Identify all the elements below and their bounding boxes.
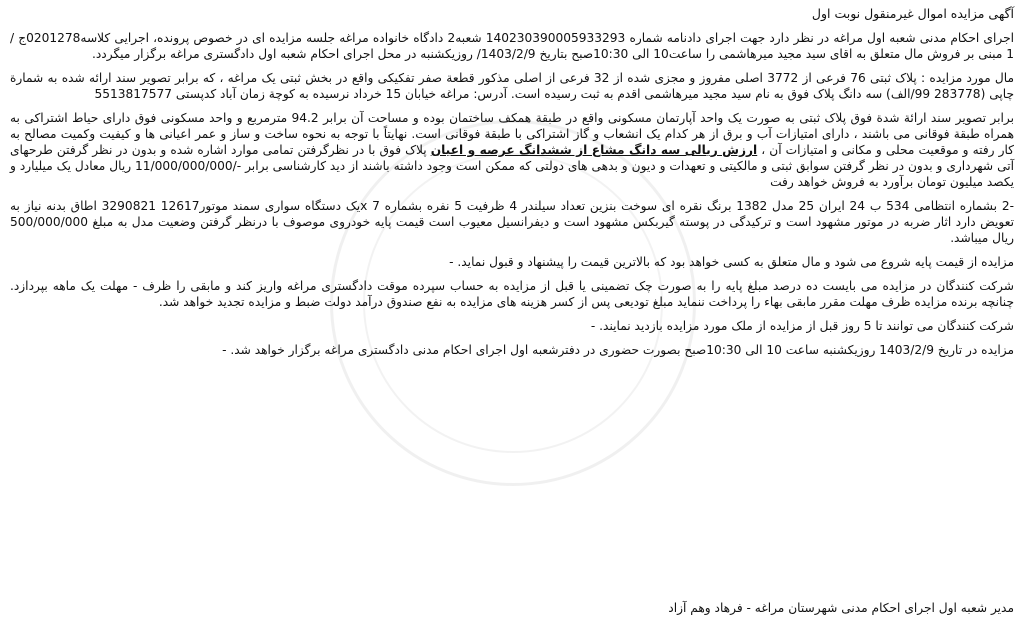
valuation-text-end: پلاک فوق با در نظرگرفتن تمامی موارد اشاره شده و بدون در نظر گرفتن طرحهای آتی شهرداری و بدون در نظر گرفتن سوابق ثبتی و مالکیتی و تعهدات و دیون و بدهی های دولتی که ممکن است وجود داشته باشند از دید کارشناسی برابر -/11/000/000/000 ریال معادل یک میلیارد و یکصد میلیون تومان برآورد به فروش خواهد رفت: [10, 143, 1015, 189]
signature-line: مدیر شعبه اول اجرای احکام مدنی شهرستان مراغه - فرهاد وهم آزاد: [668, 601, 1014, 615]
property-paragraph: مال مورد مزایده : پلاک ثبتی 76 فرعی از 3772 اصلی مفروز و مجزی شده از 32 فرعی از اصلی مذکور قطعة صفر تفکیکی واقع در بخش ثبتی یک مراغه ، که برابر تصویر سند ارائه شده به شمارة چاپی (283778 99/الف) سه دانگ پلاک فوق به نام سید مجید میرهاشمی اقدم به ثبت رسیده است. آدرس: مراغه خیابان 15 خرداد نرسیده به کوچة زمان آباد کدپستی 5513817577: [10, 71, 1014, 101]
valuation-text-start: برابر تصویر سند ارائة شدة فوق پلاک ثبتی به صورت یک واحد آپارتمان مسکونی واقع در طبقة همکف ساختمان بوده و مساحت آن برابر 94.2 مترمربع و واحد مسکونی فوق دارای حیاط اشتراکی به همراه طبقة فوقانی می باشند ، دارای امتیازات آب و برق از هر کدام یک انشعاب و گاز اشتراکی با طبقة فوقانی است. نهایتاً با توجه به نحوه ساخت و ساز و عمر اعیانی ها و کیفیت وکمیت مصالح به کار رفته و موقعیت محلی و مکانی و امتیازات آن ،: [10, 111, 1015, 157]
deposit-paragraph: شرکت کنندگان در مزایده می بایست ده درصد مبلغ پایه را به صورت چک تضمینی یا قبل از مزایده به حساب سپرده موقت دادگستری مراغه واریز کند و مابقی را ظرف - مهلت یک ماهه بپردازد. چنانچه برنده مزایده ظرف مهلت مقرر مابقی بهاء را پرداخت ننماید مبلغ تودیعی پس از کسر هزینه های مزایده به نفع صندوق درآمد دولت ضبط و مزایده تجدید خواهد شد.: [10, 279, 1014, 309]
vehicle-paragraph: -2 بشماره انتظامی 534 ب 24 ایران 25 مدل 1382 برنگ نقره ای سوخت بنزین تعداد سیلندر 4 ظرفیت 5 نفره بشماره 7 xیک دستگاه سواری سمند موتور12617 3290821 اطاق بدنه نیاز به تعویض دارد اثار ضربه در موتور مشهود است و ترکیدگی در پوسته گیربکس مشهود است و دیفرانسیل معیوب است قیمت پایه خودروی موصوف با درنظر گرفتن وضعیت مدل به مبلغ 500/000/000 ریال میباشد.: [10, 199, 1014, 245]
valuation-paragraph: [10, 110, 1014, 190]
notice-title: آگهی مزایده اموال غیرمنقول نوبت اول: [811, 6, 1014, 21]
valuation-bold-text: ارزش ریالی سه دانگ مشاع از ششدانگ عرصه و اعیان: [430, 143, 758, 157]
auction-date-paragraph: مزایده در تاریخ 1403/2/9 روزیکشنبه ساعت 10 الی 10:30صبح بصورت حضوری در دفترشعبه اول اجرای احکام مدنی دادگستری مراغه برگزار خواهد شد. -: [222, 343, 1014, 357]
auction-start-paragraph: مزایده از قیمت پایه شروع می شود و مال متعلق به کسی خواهد بود که بالاترین قیمت را پیشنهاد و قبول نماید. -: [449, 255, 1014, 269]
visit-paragraph: شرکت کنندگان می توانند تا 5 روز قبل از مزایده از ملک مورد مزایده بازدید نمایند. -: [590, 319, 1014, 333]
intro-paragraph: اجرای احکام مدنی شعبه اول مراغه در نظر دارد جهت اجرای دادنامه شماره 140230390005933293 شعبه2 دادگاه خانواده مراغه جلسه مزایده ای در خصوص پرونده، اجرایی کلاسه0201278ج / 1 مبنی بر فروش مال متعلق به اقای سید مجید میرهاشمی را ساعت10 الی 10:30صبح بتاریخ 1403/2/9/ روزیکشنبه در محل اجرای احکام شعبه اول دادگستری مراغه برگزار میگردد.: [10, 31, 1014, 61]
